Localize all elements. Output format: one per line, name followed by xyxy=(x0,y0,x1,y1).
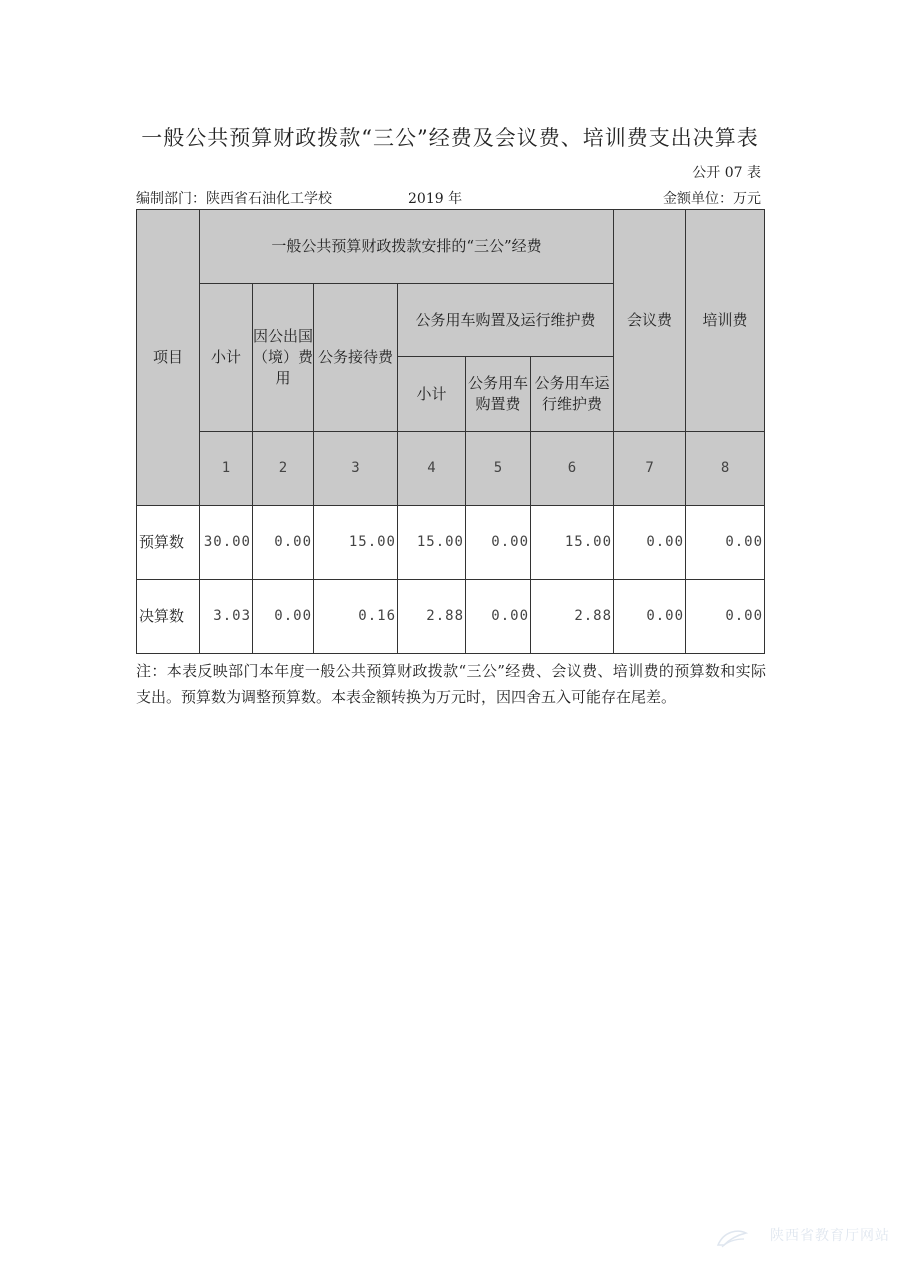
table-row xyxy=(137,580,765,654)
table-cell: 2.88 xyxy=(531,580,614,654)
table-cell: 0.00 xyxy=(614,580,686,654)
table-cell: 2.88 xyxy=(398,580,466,654)
form-code: 公开 07 表 xyxy=(692,165,761,181)
row-label: 预算数 xyxy=(137,506,200,580)
header-vehicle-subtotal: 小计 xyxy=(398,357,466,432)
column-index: 7 xyxy=(614,432,686,506)
column-index: 6 xyxy=(531,432,614,506)
row-label: 决算数 xyxy=(137,580,200,654)
column-index: 1 xyxy=(200,432,253,506)
table-cell: 0.00 xyxy=(466,580,531,654)
header-vehicle-operation: 公务用车运行维护费 xyxy=(531,357,614,432)
table-cell: 0.00 xyxy=(253,506,314,580)
table-cell: 3.03 xyxy=(200,580,253,654)
header-vehicle-group: 公务用车购置及运行维护费 xyxy=(398,284,614,357)
table-cell: 30.00 xyxy=(200,506,253,580)
header-three-public: 一般公共预算财政拨款安排的“三公”经费 xyxy=(200,210,614,284)
header-vehicle-purchase: 公务用车购置费 xyxy=(466,357,531,432)
table-note: 注：本表反映部门本年度一般公共预算财政拨款“三公”经费、会议费、培训费的预算数和实际支出。预算数为调整预算数。本表金额转换为万元时，因四舍五入可能存在尾差。 xyxy=(136,662,766,706)
header-meeting: 会议费 xyxy=(614,210,686,432)
table-cell: 0.00 xyxy=(466,506,531,580)
table-cell: 15.00 xyxy=(314,506,398,580)
header-subtotal: 小计 xyxy=(200,284,253,432)
column-index: 5 xyxy=(466,432,531,506)
site-watermark: 陕西省教育厅网站 xyxy=(770,1228,890,1244)
table-cell: 0.00 xyxy=(686,506,765,580)
header-project: 项目 xyxy=(137,210,200,506)
table-cell: 0.00 xyxy=(614,506,686,580)
column-index: 4 xyxy=(398,432,466,506)
table-cell: 15.00 xyxy=(398,506,466,580)
header-training: 培训费 xyxy=(686,210,765,432)
budget-table xyxy=(136,209,765,654)
year-label: 2019 年 xyxy=(408,191,463,207)
table-cell: 0.00 xyxy=(253,580,314,654)
column-index: 8 xyxy=(686,432,765,506)
column-index: 2 xyxy=(253,432,314,506)
leaf-logo-icon xyxy=(714,1227,750,1249)
table-cell: 0.00 xyxy=(686,580,765,654)
page-title: 一般公共预算财政拨款“三公”经费及会议费、培训费支出决算表 xyxy=(141,126,759,150)
column-index: 3 xyxy=(314,432,398,506)
table-cell: 15.00 xyxy=(531,506,614,580)
header-reception: 公务接待费 xyxy=(314,284,398,432)
department-label: 编制部门：陕西省石油化工学校 xyxy=(136,191,332,207)
table-row xyxy=(137,506,765,580)
unit-label: 金额单位：万元 xyxy=(663,191,761,207)
table-cell: 0.16 xyxy=(314,580,398,654)
header-abroad: 因公出国（境）费用 xyxy=(253,284,314,432)
